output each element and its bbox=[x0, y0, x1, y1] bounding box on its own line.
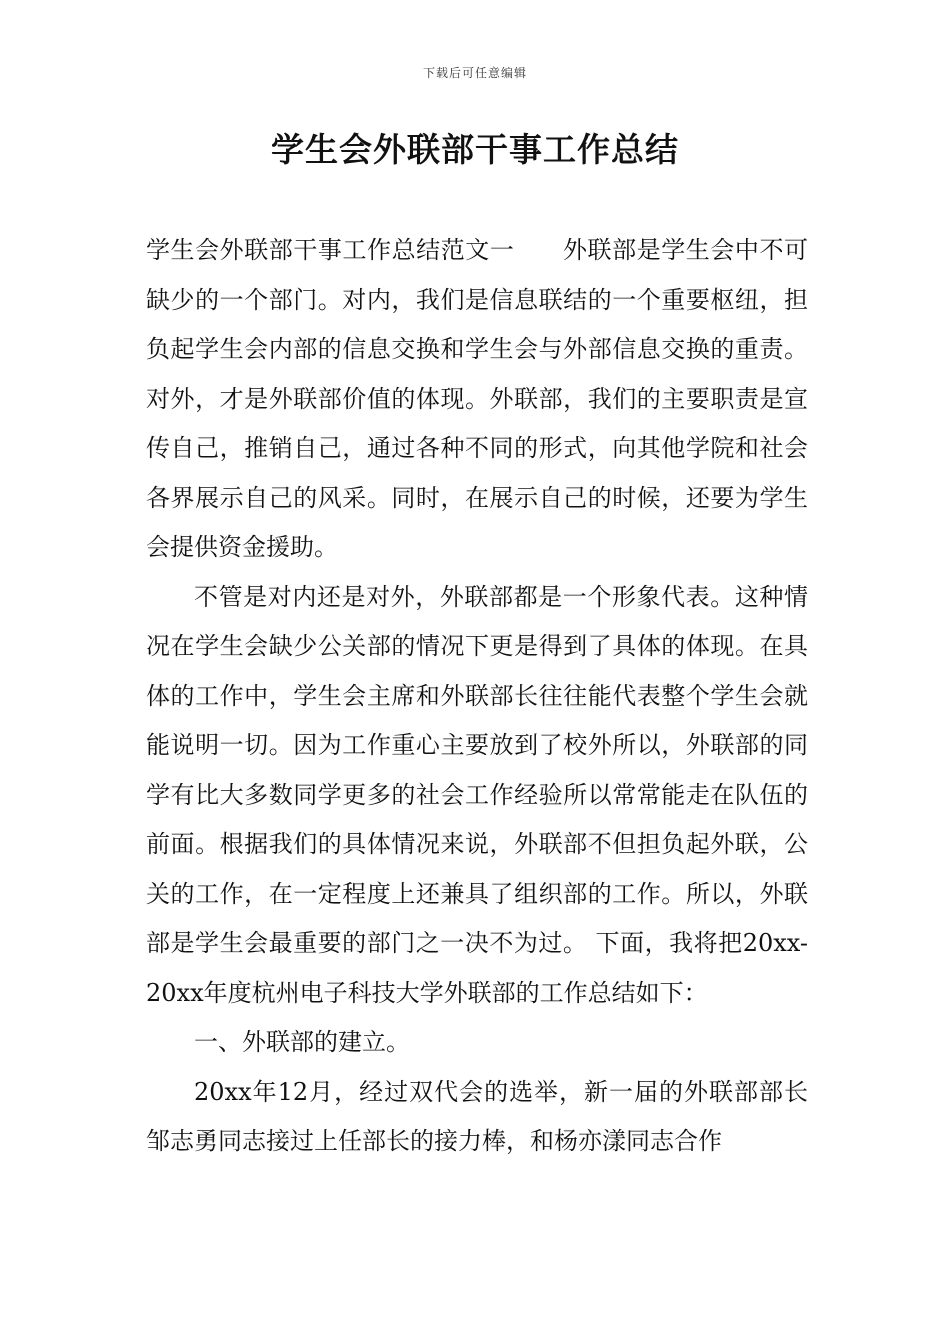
header-note: 下载后可任意编辑 bbox=[422, 66, 527, 80]
document-body bbox=[146, 226, 808, 1167]
section-heading-1: 一、外联部的建立。 bbox=[194, 1028, 410, 1056]
paragraph-2: 不管是对内还是对外，外联部都是一个形象代表。这种情况在学生会缺少公关部的情况下更是得到了具体的体现。在具体的工作中，学生会主席和外联部长往往能代表整个学生会就能说明一切。因为工作重心主要放到了校外所以，外联部的同学有比大多数同学更多的社会工作经验所以常常能走在队伍的前面。根据我们的具体情况来说，外联部不但担负起外联，公关的工作，在一定程度上还兼具了组织部的工作。所以，外联部是学生会最重要的部门之一决不为过。 下面，我将把20xx-20xx年度杭州电子科技大学外联部的工作总结如下： bbox=[146, 582, 808, 1007]
paragraph-1 bbox=[146, 226, 808, 573]
paragraph-1-lead: 学生会外联部干事工作总结范文一 bbox=[146, 236, 515, 264]
document-title: 学生会外联部干事工作总结 bbox=[271, 130, 679, 169]
paragraph-4: 20xx年12月，经过双代会的选举，新一届的外联部部长邹志勇同志接过上任部长的接力棒，和杨亦漾同志合作 bbox=[146, 1077, 808, 1155]
paragraph-1-body: 外联部是学生会中不可缺少的一个部门。对内，我们是信息联结的一个重要枢纽，担负起学生会内部的信息交换和学生会与外部信息交换的重责。对外，才是外联部价值的体现。外联部，我们的主要职责是宣传自己，推销自己，通过各种不同的形式，向其他学院和社会各界展示自己的风采。同时，在展示自己的时候，还要为学生会提供资金援助。 bbox=[146, 236, 809, 561]
